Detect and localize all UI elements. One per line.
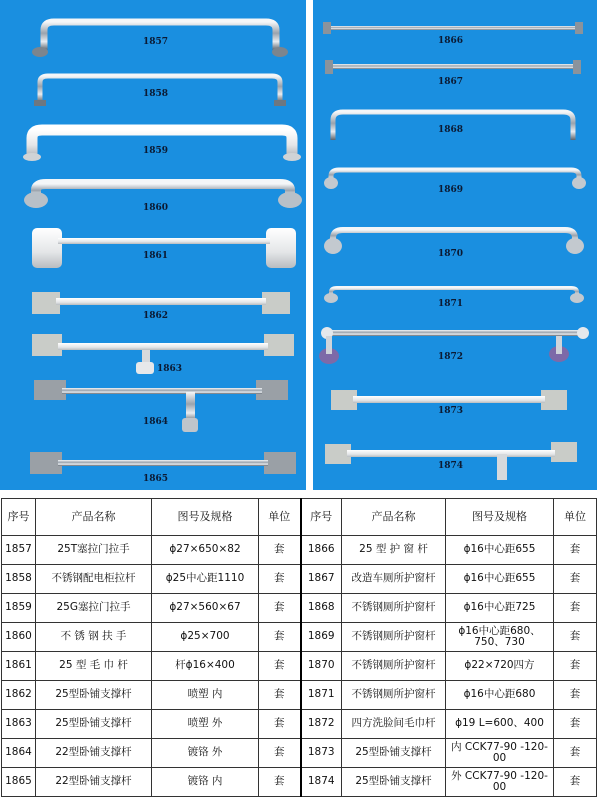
- product-code-label: 1864: [143, 417, 169, 427]
- cell-name: 25型卧铺支撑杆: [36, 710, 152, 739]
- cell-spec: ϕ27×650×82: [152, 536, 259, 565]
- cell-code: 1874: [301, 768, 342, 797]
- table-row: [2, 594, 597, 623]
- header-unit: 单位: [259, 499, 301, 536]
- cell-name: 22型卧铺支撑杆: [36, 768, 152, 797]
- product-spec-table: [1, 498, 597, 797]
- table-row: [2, 710, 597, 739]
- product-code-label: 1873: [438, 406, 464, 416]
- product-code-label: 1860: [143, 203, 169, 213]
- cell-name: 不锈钢厕所护窗杆: [342, 652, 446, 681]
- cell-spec: 镀铬 内: [152, 768, 259, 797]
- cell-spec: 喷塑 外: [152, 710, 259, 739]
- cell-name: 不锈钢配电柜拉杆: [36, 565, 152, 594]
- cell-name: 不 锈 钢 扶 手: [36, 623, 152, 652]
- header-name: 产品名称: [342, 499, 446, 536]
- header-spec: 图号及规格: [152, 499, 259, 536]
- cell-code: 1865: [2, 768, 36, 797]
- right-photo-panel: [313, 0, 597, 490]
- cell-code: 1859: [2, 594, 36, 623]
- cell-name: 25型卧铺支撑杆: [342, 768, 446, 797]
- cell-code: 1868: [301, 594, 342, 623]
- header-spec: 图号及规格: [446, 499, 554, 536]
- header-name: 产品名称: [36, 499, 152, 536]
- cell-name: 不锈钢厕所护窗杆: [342, 681, 446, 710]
- cell-name: 不锈钢厕所护窗杆: [342, 623, 446, 652]
- cell-code: 1873: [301, 739, 342, 768]
- cell-code: 1864: [2, 739, 36, 768]
- cell-code: 1862: [2, 681, 36, 710]
- header-seq: 序号: [2, 499, 36, 536]
- cell-unit: 套: [259, 710, 301, 739]
- cell-spec: ϕ19 L=600、400: [446, 710, 554, 739]
- cell-spec: ϕ16中心距725: [446, 594, 554, 623]
- product-code-label: 1874: [438, 461, 464, 471]
- cell-unit: 套: [259, 768, 301, 797]
- cell-unit: 套: [259, 652, 301, 681]
- cell-spec: ϕ22×720四方: [446, 652, 554, 681]
- cell-unit: 套: [554, 739, 597, 768]
- table-row: [2, 739, 597, 768]
- cell-unit: 套: [554, 768, 597, 797]
- cell-spec: ϕ25中心距1110: [152, 565, 259, 594]
- cell-unit: 套: [259, 739, 301, 768]
- cell-spec: ϕ27×560×67: [152, 594, 259, 623]
- product-code-label: 1862: [143, 311, 169, 321]
- product-image-1866: [323, 22, 583, 34]
- right-panel-illustration: [313, 0, 597, 490]
- cell-name: 25 型 毛 巾 杆: [36, 652, 152, 681]
- product-code-label: 1866: [438, 36, 464, 46]
- cell-code: 1872: [301, 710, 342, 739]
- cell-spec: 内 CCK77-90 -120-00: [446, 739, 554, 768]
- cell-unit: 套: [554, 565, 597, 594]
- cell-unit: 套: [259, 623, 301, 652]
- cell-name: 改造车厕所护窗杆: [342, 565, 446, 594]
- cell-unit: 套: [259, 565, 301, 594]
- cell-name: 四方洗脸间毛巾杆: [342, 710, 446, 739]
- cell-spec: ϕ16中心距655: [446, 565, 554, 594]
- cell-code: 1867: [301, 565, 342, 594]
- cell-code: 1858: [2, 565, 36, 594]
- cell-unit: 套: [554, 536, 597, 565]
- cell-code: 1863: [2, 710, 36, 739]
- product-code-label: 1861: [143, 251, 169, 261]
- product-code-label: 1872: [438, 352, 464, 362]
- cell-spec: ϕ16中心距655: [446, 536, 554, 565]
- cell-name: 25T塞拉门拉手: [36, 536, 152, 565]
- cell-unit: 套: [259, 594, 301, 623]
- cell-code: 1871: [301, 681, 342, 710]
- product-code-label: 1859: [143, 146, 169, 156]
- product-code-label: 1863: [157, 364, 183, 374]
- cell-unit: 套: [554, 623, 597, 652]
- header-seq: 序号: [301, 499, 342, 536]
- product-code-label: 1865: [143, 474, 169, 484]
- cell-spec: ϕ16中心距680、750、730: [446, 623, 554, 652]
- product-code-label: 1869: [438, 185, 464, 195]
- table-row: [2, 623, 597, 652]
- cell-unit: 套: [554, 652, 597, 681]
- table-row: [2, 768, 597, 797]
- cell-name: 25型卧铺支撑杆: [342, 739, 446, 768]
- cell-name: 25 型 护 窗 杆: [342, 536, 446, 565]
- product-code-label: 1857: [143, 37, 169, 47]
- cell-code: 1866: [301, 536, 342, 565]
- cell-name: 22型卧铺支撑杆: [36, 739, 152, 768]
- table-row: [2, 681, 597, 710]
- product-image-1867: [325, 60, 581, 74]
- product-image-1865: [30, 452, 296, 474]
- cell-unit: 套: [554, 594, 597, 623]
- cell-spec: 杆ϕ16×400: [152, 652, 259, 681]
- cell-code: 1870: [301, 652, 342, 681]
- cell-code: 1861: [2, 652, 36, 681]
- cell-spec: 喷塑 内: [152, 681, 259, 710]
- cell-spec: 镀铬 外: [152, 739, 259, 768]
- header-unit: 单位: [554, 499, 597, 536]
- product-code-label: 1858: [143, 89, 169, 99]
- cell-name: 25G塞拉门拉手: [36, 594, 152, 623]
- table-header-row: [2, 499, 597, 536]
- product-code-label: 1867: [438, 77, 464, 87]
- table-row: [2, 536, 597, 565]
- table-row: [2, 565, 597, 594]
- cell-name: 25型卧铺支撑杆: [36, 681, 152, 710]
- table-row: [2, 652, 597, 681]
- product-code-label: 1870: [438, 249, 464, 259]
- cell-code: 1860: [2, 623, 36, 652]
- cell-unit: 套: [554, 681, 597, 710]
- cell-code: 1869: [301, 623, 342, 652]
- cell-unit: 套: [554, 710, 597, 739]
- product-code-label: 1871: [438, 299, 464, 309]
- cell-spec: 外 CCK77-90 -120-00: [446, 768, 554, 797]
- product-image-1861: [32, 228, 296, 268]
- cell-spec: ϕ25×700: [152, 623, 259, 652]
- product-code-label: 1868: [438, 125, 464, 135]
- cell-code: 1857: [2, 536, 36, 565]
- cell-spec: ϕ16中心距680: [446, 681, 554, 710]
- cell-unit: 套: [259, 681, 301, 710]
- cell-unit: 套: [259, 536, 301, 565]
- cell-name: 不锈钢厕所护窗杆: [342, 594, 446, 623]
- left-photo-panel: [0, 0, 306, 490]
